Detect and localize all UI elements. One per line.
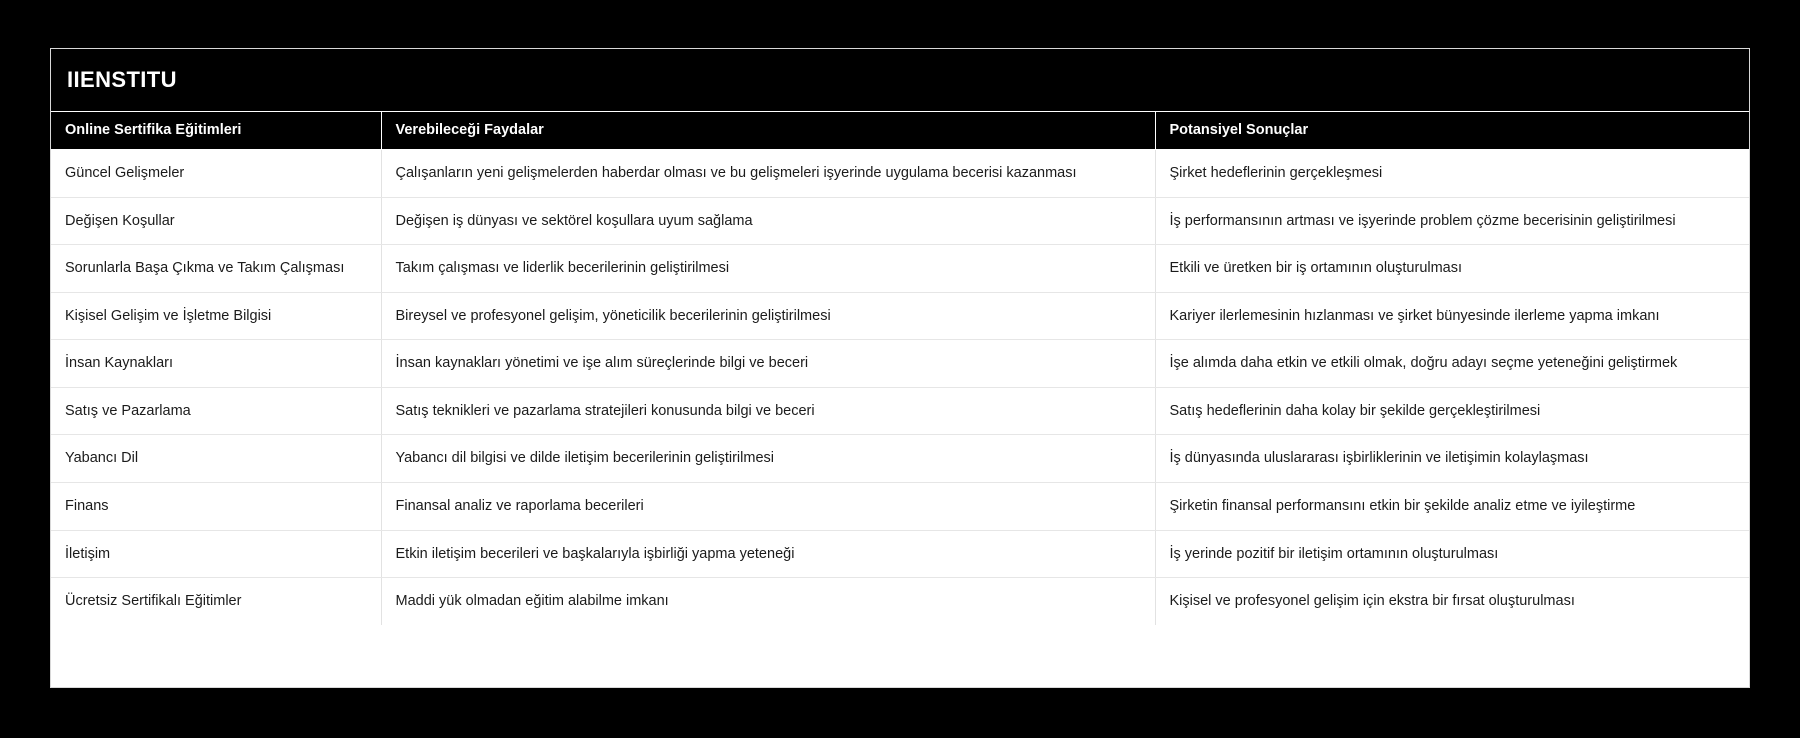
cell-outcome: İşe alımda daha etkin ve etkili olmak, doğru adayı seçme yeteneğini geliştirmek [1155, 340, 1749, 388]
cell-training: Güncel Gelişmeler [51, 150, 381, 198]
cell-benefit: Çalışanların yeni gelişmelerden haberdar olması ve bu gelişmeleri işyerinde uygulama becerisi kazanması [381, 150, 1155, 198]
brand-header [51, 49, 1749, 112]
cell-benefit: Takım çalışması ve liderlik becerilerinin geliştirilmesi [381, 245, 1155, 293]
cell-outcome: Kişisel ve profesyonel gelişim için ekstra bir fırsat oluşturulması [1169, 593, 1575, 610]
table-card [50, 48, 1750, 688]
table-row [51, 530, 1749, 578]
table-header-row [51, 112, 1749, 150]
cell-training: Ücretsiz Sertifikalı Eğitimler [51, 578, 381, 625]
cell-benefit: İnsan kaynakları yönetimi ve işe alım süreçlerinde bilgi ve beceri [381, 340, 1155, 388]
cell-outcome: İş performansının artması ve işyerinde problem çözme becerisinin geliştirilmesi [1155, 197, 1749, 245]
cell-outcome: Kariyer ilerlemesinin hızlanması ve şirket bünyesinde ilerleme yapma imkanı [1155, 292, 1749, 340]
cell-training: Yabancı Dil [51, 435, 381, 483]
cell-benefit: Satış teknikleri ve pazarlama stratejileri konusunda bilgi ve beceri [381, 387, 1155, 435]
cell-training: Kişisel Gelişim ve İşletme Bilgisi [51, 292, 381, 340]
table-row [51, 483, 1749, 531]
cell-benefit: Bireysel ve profesyonel gelişim, yöneticilik becerilerinin geliştirilmesi [381, 292, 1155, 340]
cell-benefit: Değişen iş dünyası ve sektörel koşullara uyum sağlama [381, 197, 1155, 245]
cell-training: İletişim [51, 530, 381, 578]
cell-outcome: Satış hedeflerinin daha kolay bir şekilde gerçekleştirilmesi [1155, 387, 1749, 435]
cell-benefit: Maddi yük olmadan eğitim alabilme imkanı [381, 578, 1155, 625]
table-row [51, 340, 1749, 388]
cell-training: Sorunlarla Başa Çıkma ve Takım Çalışması [51, 245, 381, 293]
brand-title: IIENSTITU [67, 67, 177, 92]
cell-benefit: Finansal analiz ve raporlama becerileri [381, 483, 1155, 531]
cell-outcome: İş dünyasında uluslararası işbirliklerinin ve iletişimin kolaylaşması [1155, 435, 1749, 483]
cell-training: Finans [51, 483, 381, 531]
cell-outcome: Şirketin finansal performansını etkin bir şekilde analiz etme ve iyileştirme [1155, 483, 1749, 531]
cell-benefit: Etkin iletişim becerileri ve başkalarıyla işbirliği yapma yeteneği [381, 530, 1155, 578]
column-header-trainings: Online Sertifika Eğitimleri [51, 112, 381, 150]
cell-outcome: Etkili ve üretken bir iş ortamının oluşturulması [1155, 245, 1749, 293]
cell-training: Satış ve Pazarlama [51, 387, 381, 435]
column-header-benefits: Verebileceği Faydalar [381, 112, 1155, 150]
table-row [51, 292, 1749, 340]
table-row [51, 435, 1749, 483]
table-header [51, 112, 1749, 150]
table-row [51, 578, 1749, 625]
cell-benefit: Yabancı dil bilgisi ve dilde iletişim becerilerinin geliştirilmesi [381, 435, 1155, 483]
cell-outcome: İş yerinde pozitif bir iletişim ortamının oluşturulması [1155, 530, 1749, 578]
certificate-trainings-table [51, 112, 1749, 625]
cell-training: İnsan Kaynakları [51, 340, 381, 388]
table-row [51, 150, 1749, 198]
column-header-outcomes: Potansiyel Sonuçlar [1155, 112, 1749, 150]
cell-outcome: Şirket hedeflerinin gerçekleşmesi [1155, 150, 1749, 198]
table-row [51, 245, 1749, 293]
cell-training: Değişen Koşullar [51, 197, 381, 245]
table-body [51, 150, 1749, 625]
table-row [51, 387, 1749, 435]
table-row [51, 197, 1749, 245]
